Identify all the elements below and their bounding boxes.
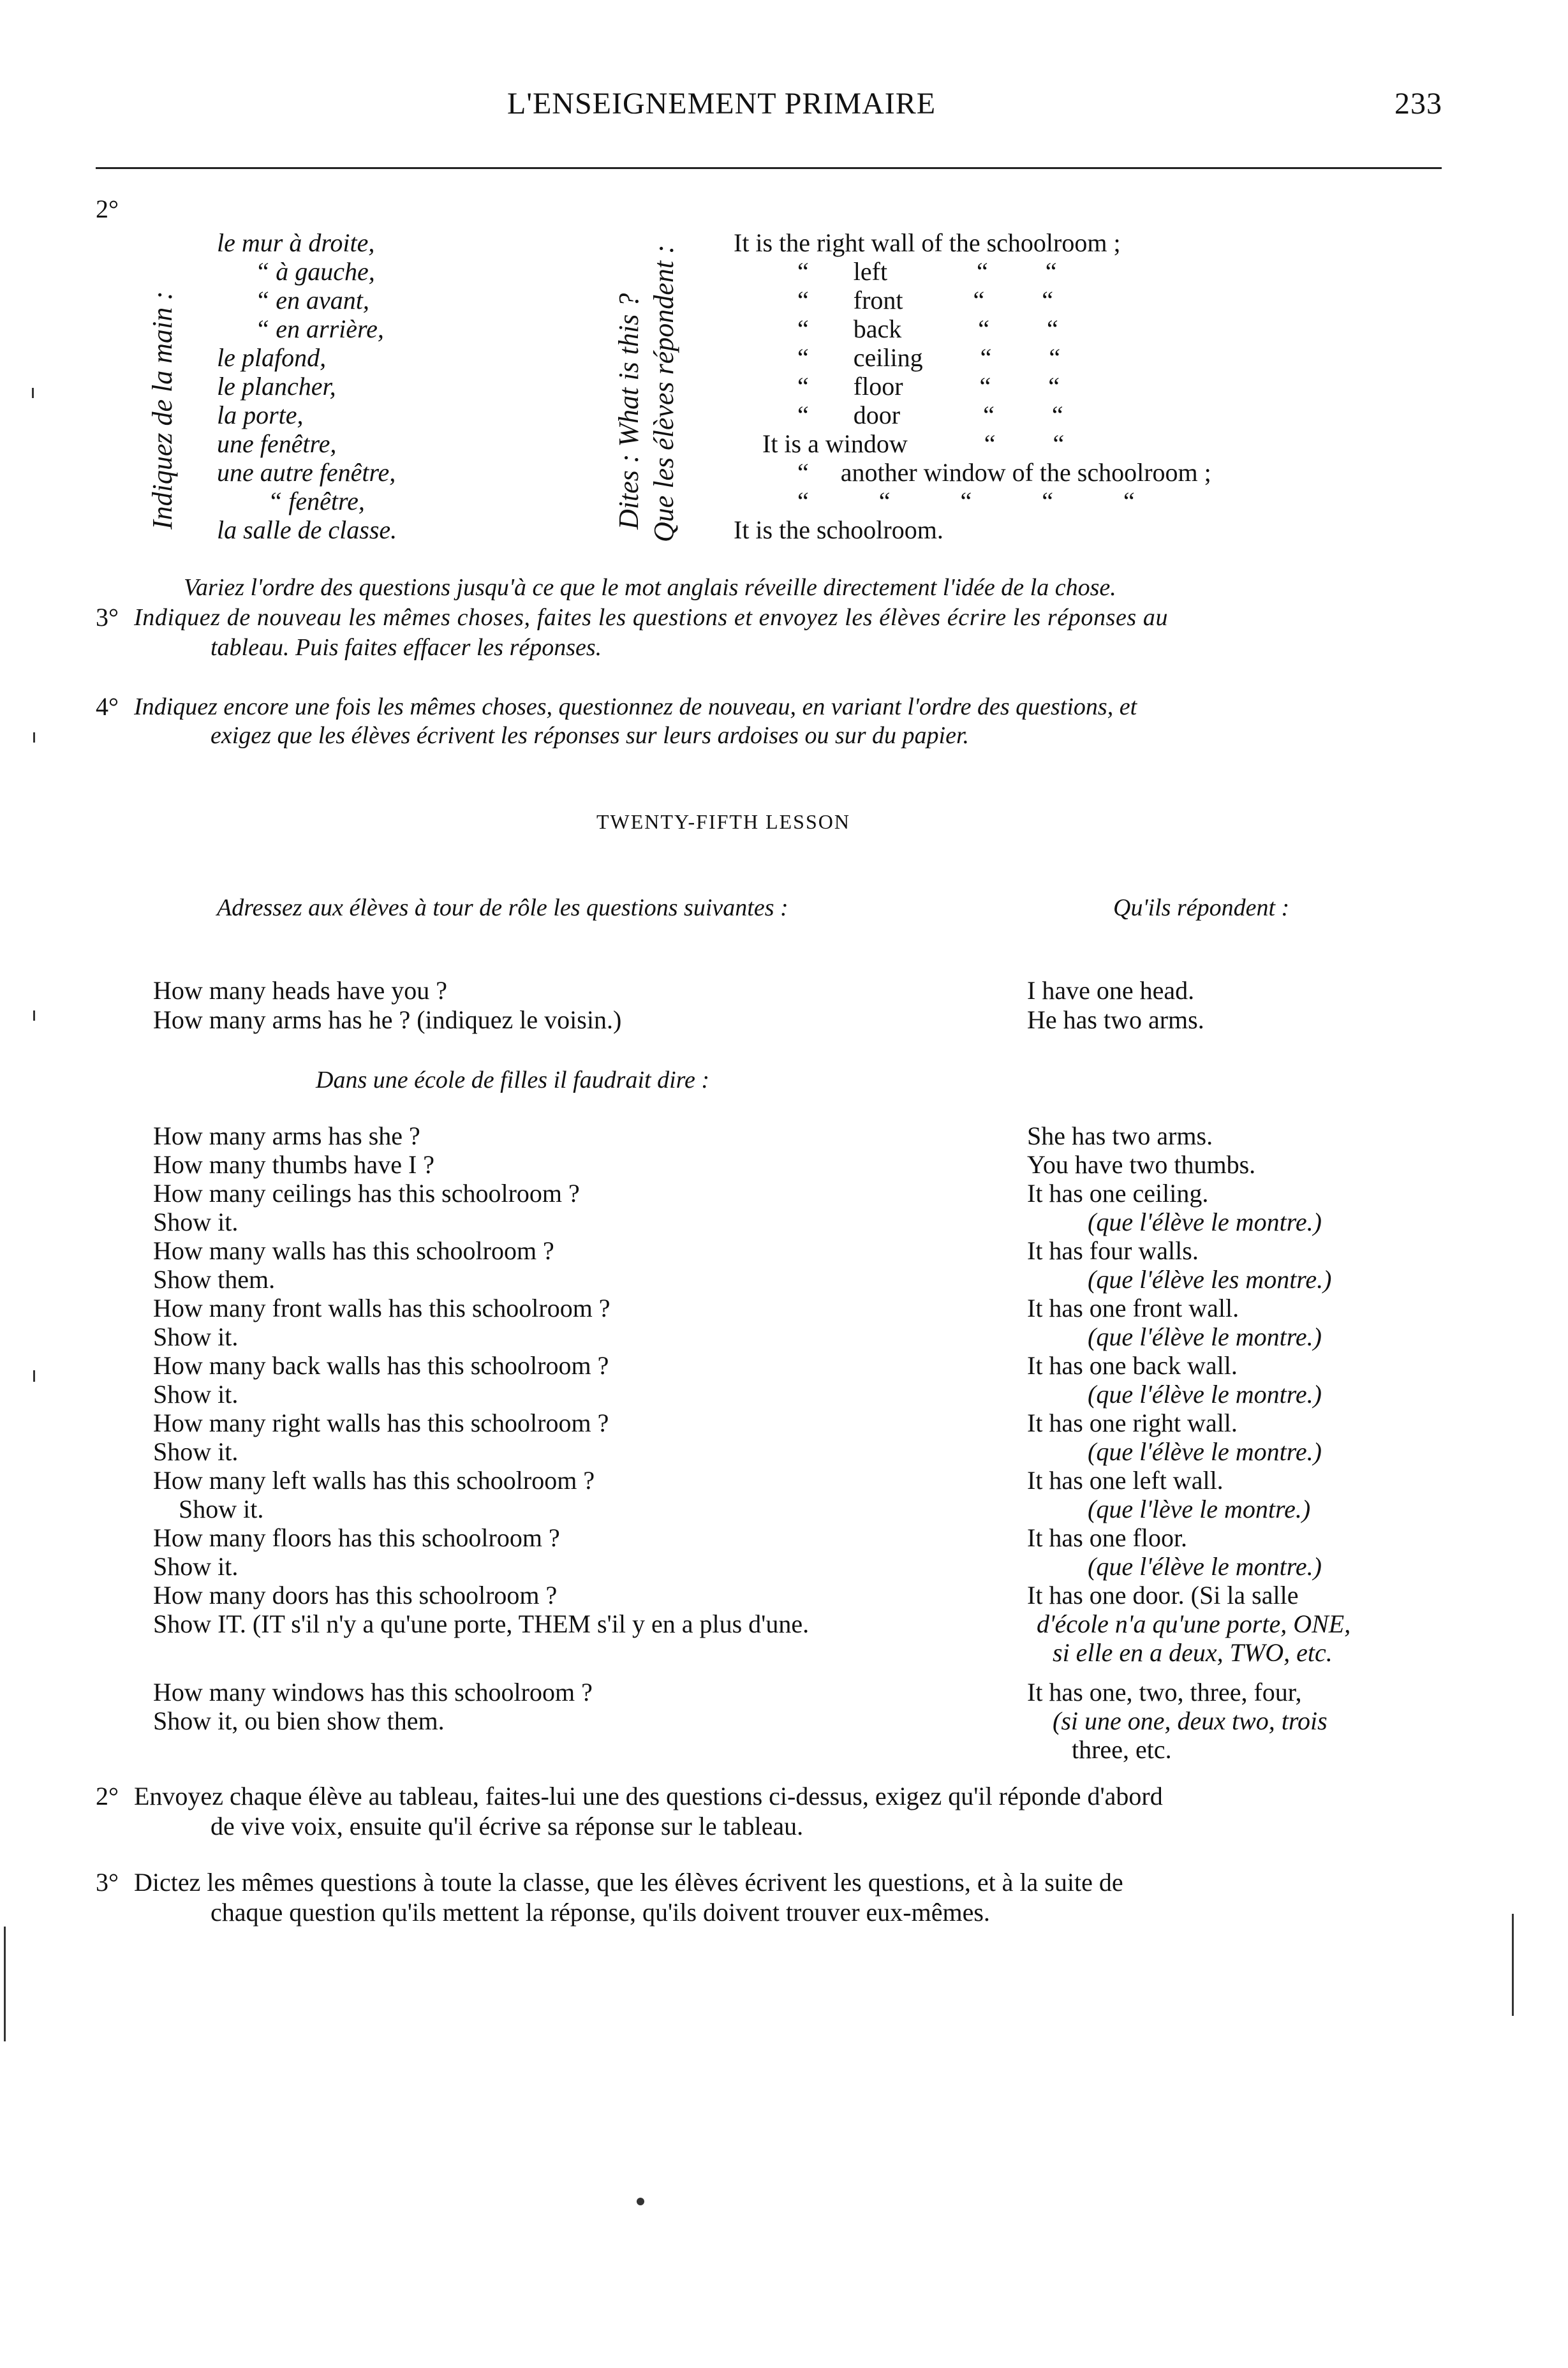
question: Show it. <box>153 1437 239 1466</box>
side-label-dites: Dites : What is this ? <box>613 293 644 529</box>
french-item: “ en avant, <box>255 286 369 314</box>
question: Show it. <box>179 1495 264 1523</box>
question: How many right walls has this schoolroom ? <box>153 1409 609 1437</box>
answer-note: (que l'lève le montre.) <box>1088 1495 1311 1523</box>
french-item: une fenêtre, <box>217 429 337 458</box>
english-item: “ door “ “ <box>797 401 1063 429</box>
answer: It has one floor. <box>1027 1523 1188 1552</box>
answer: I have one head. <box>1027 976 1195 1005</box>
answer-note: (que l'élève le montre.) <box>1088 1208 1322 1236</box>
paragraph-2-line-1: Envoyez chaque élève au tableau, faites-lui une des questions ci-dessus, exigez qu'il réponde d'abord <box>134 1782 1163 1810</box>
question: Show it. <box>153 1380 239 1409</box>
answer: It has one door. (Si la salle <box>1027 1581 1299 1610</box>
french-item: une autre fenêtre, <box>217 458 396 487</box>
question: Show it. <box>153 1322 239 1351</box>
answer: He has two arms. <box>1027 1005 1204 1034</box>
answer: It has one front wall. <box>1027 1294 1239 1322</box>
answer-note: d'école n'a qu'une porte, ONE, <box>1037 1610 1351 1638</box>
english-item: “ front “ “ <box>797 286 1054 314</box>
answer-note: (que l'élève le montre.) <box>1088 1380 1322 1409</box>
girls-school-note: Dans une école de filles il faudrait dire : <box>316 1067 710 1093</box>
paragraph-3-marker: 3° <box>96 1868 119 1897</box>
scan-mark <box>33 732 35 743</box>
french-item: le plancher, <box>217 372 336 401</box>
question: How many thumbs have I ? <box>153 1150 435 1179</box>
question: How many windows has this schoolroom ? <box>153 1678 593 1706</box>
question: How many arms has she ? <box>153 1121 420 1150</box>
english-item: “ another window of the schoolroom ; <box>797 458 1211 487</box>
page-number: 233 <box>1394 87 1442 121</box>
instruction-left: Adressez aux élèves à tour de rôle les questions suivantes : <box>217 894 788 921</box>
instruction-right: Qu'ils répondent : <box>1113 894 1290 921</box>
english-item: “ ceiling “ “ <box>797 343 1061 372</box>
scan-mark <box>4 1927 6 2041</box>
question: Show it. <box>153 1208 239 1236</box>
answer-note: si elle en a deux, TWO, etc. <box>1053 1638 1333 1667</box>
running-title: L'ENSEIGNEMENT PRIMAIRE <box>507 87 936 121</box>
french-item: le plafond, <box>217 343 327 372</box>
question: How many back walls has this schoolroom ? <box>153 1351 609 1380</box>
scan-mark <box>33 1010 35 1021</box>
question: Show IT. (IT s'il n'y a qu'une porte, THEM s'il y en a plus d'une. <box>153 1610 810 1638</box>
answer: She has two arms. <box>1027 1121 1213 1150</box>
paragraph-3-line-1: Dictez les mêmes questions à toute la classe, que les élèves écrivent les questions, et à la suite de <box>134 1868 1123 1897</box>
english-item: It is a window “ “ <box>762 429 1065 458</box>
english-item: “ “ “ “ “ <box>797 487 1135 515</box>
question: How many floors has this schoolroom ? <box>153 1523 560 1552</box>
answer: You have two thumbs. <box>1027 1150 1256 1179</box>
question: Show it. <box>153 1552 239 1581</box>
answer: It has four walls. <box>1027 1236 1199 1265</box>
french-item: “ fenêtre, <box>268 487 365 515</box>
section-4-line-1: Indiquez encore une fois les mêmes choses, questionnez de nouveau, en variant l'ordre des questions, et <box>134 693 1137 720</box>
section-2-note: Variez l'ordre des questions jusqu'à ce que le mot anglais réveille directement l'idée de la chose. <box>184 574 1116 601</box>
section-3-line-1: Indiquez de nouveau les mêmes choses, faites les questions et envoyez les élèves écrire les réponses au <box>134 604 1169 631</box>
section-4-line-2: exigez que les élèves écrivent les réponses sur leurs ardoises ou sur du papier. <box>211 722 970 749</box>
question: How many heads have you ? <box>153 976 447 1005</box>
french-item: la porte, <box>217 401 304 429</box>
section-3-marker: 3° <box>96 603 119 632</box>
paragraph-2-marker: 2° <box>96 1782 119 1810</box>
answer: It has one left wall. <box>1027 1466 1224 1495</box>
header-rule <box>96 167 1442 169</box>
answer-note: (que l'élève les montre.) <box>1088 1265 1332 1294</box>
scan-mark <box>32 388 34 398</box>
scan-speck <box>637 2198 644 2205</box>
side-label-indiquez: Indiquez de la main : <box>147 291 178 529</box>
answer: It has one back wall. <box>1027 1351 1238 1380</box>
answer-note: (que l'élève le montre.) <box>1088 1552 1322 1581</box>
question: How many front walls has this schoolroom ? <box>153 1294 610 1322</box>
section-2-marker: 2° <box>96 195 119 223</box>
english-item: “ left “ “ <box>797 257 1057 286</box>
french-item: “ en arrière, <box>255 314 384 343</box>
scan-mark <box>1512 1914 1514 2016</box>
question: How many left walls has this schoolroom ? <box>153 1466 595 1495</box>
answer-note: (que l'élève le montre.) <box>1088 1437 1322 1466</box>
french-item: la salle de classe. <box>217 515 397 544</box>
side-label-repondent: Que les élèves répondent : <box>648 244 679 542</box>
question: Show it, ou bien show them. <box>153 1706 445 1735</box>
section-3-line-2: tableau. Puis faites effacer les réponses. <box>211 634 602 661</box>
question: Show them. <box>153 1265 276 1294</box>
answer-note: (si une one, deux two, trois <box>1053 1706 1328 1735</box>
english-item: It is the right wall of the schoolroom ; <box>734 228 1121 257</box>
answer: It has one right wall. <box>1027 1409 1238 1437</box>
english-item: “ floor “ “ <box>797 372 1060 401</box>
english-item: It is the schoolroom. <box>734 515 943 544</box>
question: How many doors has this schoolroom ? <box>153 1581 558 1610</box>
answer: It has one, two, three, four, <box>1027 1678 1302 1706</box>
answer: It has one ceiling. <box>1027 1179 1209 1208</box>
answer-note: (que l'élève le montre.) <box>1088 1322 1322 1351</box>
french-item: “ à gauche, <box>255 257 375 286</box>
paragraph-2-line-2: de vive voix, ensuite qu'il écrive sa réponse sur le tableau. <box>211 1812 804 1840</box>
question: How many ceilings has this schoolroom ? <box>153 1179 580 1208</box>
english-item: “ back “ “ <box>797 314 1058 343</box>
question: How many walls has this schoolroom ? <box>153 1236 554 1265</box>
question: How many arms has he ? (indiquez le voisin.) <box>153 1005 622 1034</box>
french-item: le mur à droite, <box>217 228 375 257</box>
paragraph-3-line-2: chaque question qu'ils mettent la réponse, qu'ils doivent trouver eux-mêmes. <box>211 1898 990 1927</box>
answer: three, etc. <box>1072 1735 1172 1764</box>
section-4-marker: 4° <box>96 692 119 721</box>
lesson-title: TWENTY-FIFTH LESSON <box>596 810 850 833</box>
scan-mark <box>33 1370 35 1382</box>
